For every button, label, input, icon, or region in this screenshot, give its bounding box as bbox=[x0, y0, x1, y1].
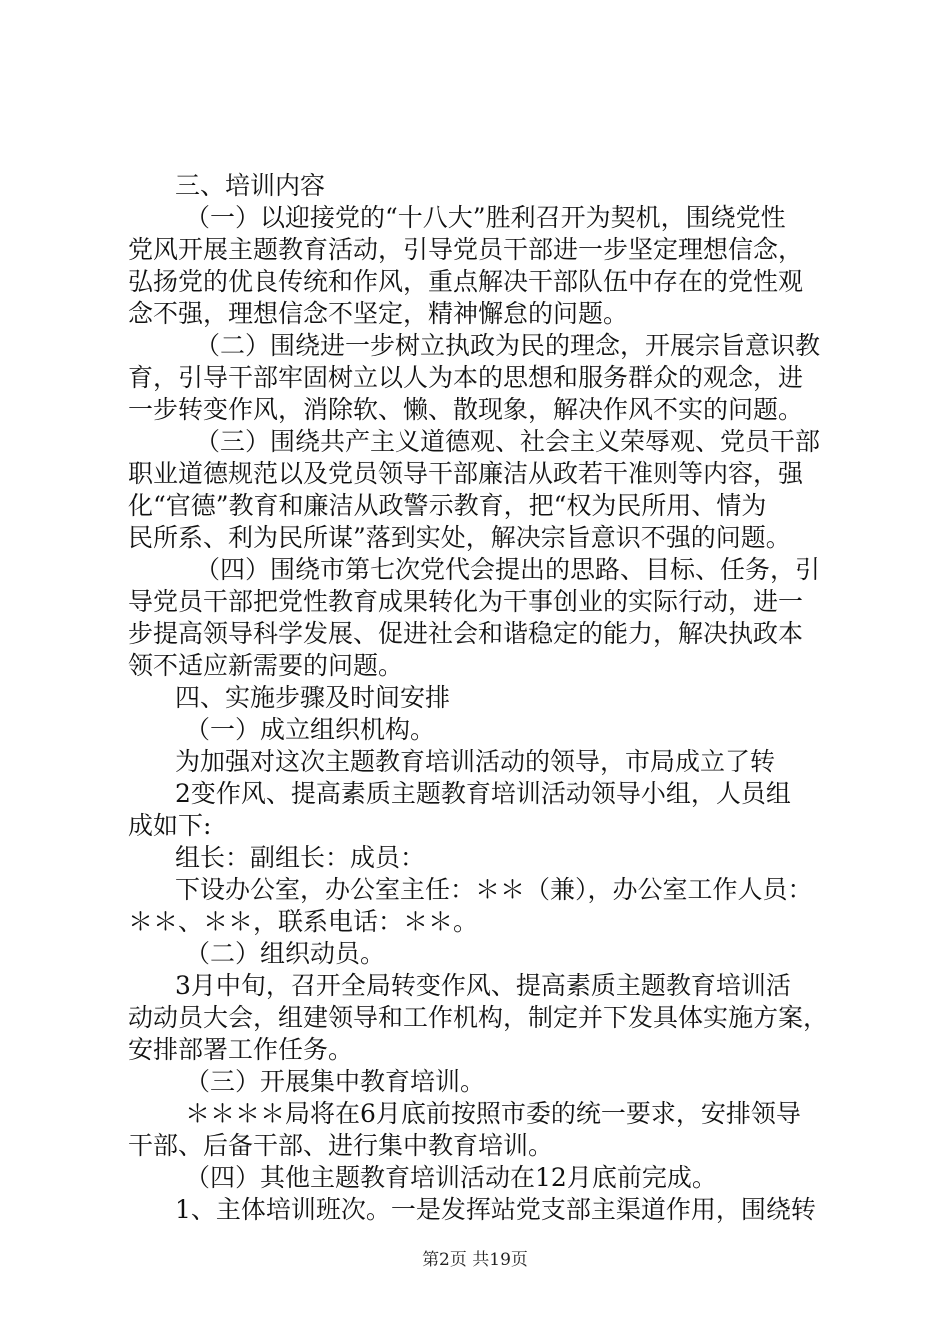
paragraph-line: 安排部署工作任务。 bbox=[128, 1035, 354, 1064]
subsection-heading: （二）组织动员。 bbox=[185, 939, 386, 968]
paragraph-line: 职业道德规范以及党员领导干部廉洁从政若干准则等内容，强 bbox=[128, 459, 804, 488]
subsection-heading: （四）其他主题教育培训活动在12月底前完成。 bbox=[185, 1163, 717, 1192]
paragraph-line: 3月中旬，召开全局转变作风、提高素质主题教育培训活 bbox=[175, 971, 791, 1000]
paragraph-line: 导党员干部把党性教育成果转化为干事创业的实际行动，进一 bbox=[128, 587, 804, 616]
paragraph-line: 1、主体培训班次。一是发挥站党支部主渠道作用，围绕转 bbox=[175, 1195, 816, 1224]
paragraph-line: 领不适应新需要的问题。 bbox=[128, 651, 404, 680]
subsection-heading: （三）开展集中教育培训。 bbox=[185, 1067, 486, 1096]
paragraph-line: （四）围绕市第七次党代会提出的思路、目标、任务，引 bbox=[195, 555, 821, 584]
paragraph-line: 育，引导干部牢固树立以人为本的思想和服务群众的观念，进 bbox=[128, 363, 804, 392]
paragraph-line: 化“官德”教育和廉洁从政警示教育，把“权为民所用、情为 bbox=[128, 491, 767, 520]
paragraph-line: ＊＊＊＊局将在6月底前按照市委的统一要求，安排领导 bbox=[185, 1099, 801, 1128]
section-heading: 四、实施步骤及时间安排 bbox=[175, 683, 451, 712]
document-body bbox=[128, 170, 840, 1226]
paragraph-line: 2变作风、提高素质主题教育培训活动领导小组，人员组 bbox=[175, 779, 791, 808]
paragraph-line: 下设办公室，办公室主任：＊＊（兼），办公室工作人员： bbox=[175, 875, 813, 904]
paragraph-line: 民所系、利为民所谋”落到实处，解决宗旨意识不强的问题。 bbox=[128, 523, 791, 552]
paragraph-line: 党风开展主题教育活动，引导党员干部进一步坚定理想信念， bbox=[128, 235, 804, 264]
paragraph-line: （三）围绕共产主义道德观、社会主义荣辱观、党员干部 bbox=[195, 427, 821, 456]
section-heading: 三、培训内容 bbox=[175, 171, 326, 200]
paragraph-line: （二）围绕进一步树立执政为民的理念，开展宗旨意识教 bbox=[195, 331, 821, 360]
paragraph-line: ＊＊、＊＊，联系电话：＊＊。 bbox=[128, 907, 479, 936]
paragraph-line: 组长：副组长：成员： bbox=[175, 843, 426, 872]
paragraph-line: 成如下: bbox=[128, 811, 212, 840]
paragraph-line: 一步转变作风，消除软、懒、散现象，解决作风不实的问题。 bbox=[128, 395, 804, 424]
paragraph-line: （一）以迎接党的“十八大”胜利召开为契机，围绕党性 bbox=[185, 203, 786, 232]
paragraph-line: 干部、后备干部、进行集中教育培训。 bbox=[128, 1131, 554, 1160]
subsection-heading: （一）成立组织机构。 bbox=[185, 715, 436, 744]
paragraph-line: 步提高领导科学发展、促进社会和谐稳定的能力，解决执政本 bbox=[128, 619, 804, 648]
paragraph-line: 为加强对这次主题教育培训活动的领导，市局成立了转 bbox=[175, 747, 776, 776]
page-number-footer: 第2页 共19页 bbox=[422, 1250, 528, 1270]
paragraph-line: 动动员大会，组建领导和工作机构，制定并下发具体实施方案， bbox=[128, 1003, 829, 1032]
paragraph-line: 弘扬党的优良传统和作风，重点解决干部队伍中存在的党性观 bbox=[128, 267, 804, 296]
paragraph-line: 念不强，理想信念不坚定，精神懈怠的问题。 bbox=[128, 299, 629, 328]
